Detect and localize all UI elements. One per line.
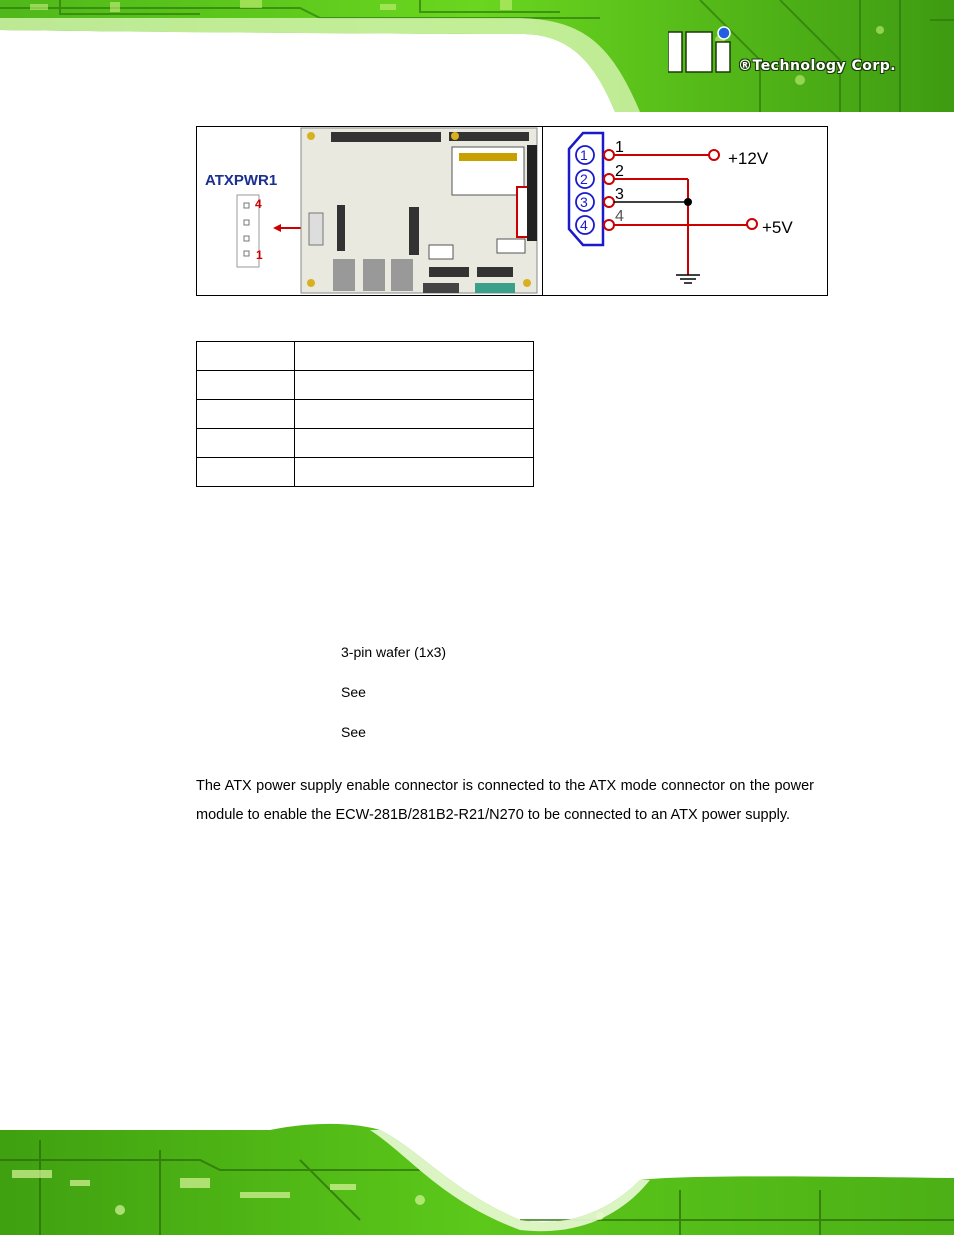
table-cell — [197, 371, 295, 400]
table-cell — [295, 400, 534, 429]
table-row — [197, 429, 534, 458]
outer-pin-2: 2 — [615, 163, 624, 180]
spec-location-ref: See — [341, 684, 366, 700]
schematic-pin-3: 3 — [580, 194, 588, 210]
schematic-pin-4: 4 — [580, 217, 588, 233]
table-cell — [197, 458, 295, 487]
pinout-table — [196, 341, 534, 487]
connector-figure — [196, 126, 828, 296]
company-name: ®Technology Corp. — [738, 58, 897, 74]
iei-logo — [668, 24, 938, 84]
board-location-diagram — [197, 127, 542, 295]
schematic-pin-2: 2 — [580, 171, 588, 187]
pin-label-1: 1 — [256, 248, 263, 262]
table-row — [197, 371, 534, 400]
description-paragraph: The ATX power supply enable connector is connected to the ATX mode connector on the power module to enable the ECW-281B/281B2-R21/N270 to be connected to an ATX power supply. — [196, 778, 814, 823]
voltage-5v: +5V — [762, 218, 793, 237]
table-row — [197, 342, 534, 371]
circuit-board-footer — [0, 1120, 954, 1235]
outer-pin-4: 4 — [615, 208, 624, 225]
header-banner — [0, 0, 954, 112]
schematic-pin-1: 1 — [580, 147, 588, 163]
pin-label-4: 4 — [255, 197, 262, 211]
pinout-schematic — [543, 127, 829, 295]
table-cell — [295, 429, 534, 458]
table-cell — [295, 371, 534, 400]
voltage-12v: +12V — [728, 149, 769, 168]
footer-banner — [0, 1120, 954, 1235]
table-cell — [295, 458, 534, 487]
table-row — [197, 458, 534, 487]
table-cell — [197, 400, 295, 429]
table-cell — [197, 342, 295, 371]
table-row — [197, 400, 534, 429]
spec-connector-type: 3-pin wafer (1x3) — [341, 644, 447, 660]
connector-label: ATXPWR1 — [205, 172, 278, 189]
table-cell — [197, 429, 295, 458]
outer-pin-1: 1 — [615, 139, 624, 156]
spec-pinouts-ref: See — [341, 724, 366, 740]
outer-pin-3: 3 — [615, 186, 624, 203]
table-cell — [295, 342, 534, 371]
